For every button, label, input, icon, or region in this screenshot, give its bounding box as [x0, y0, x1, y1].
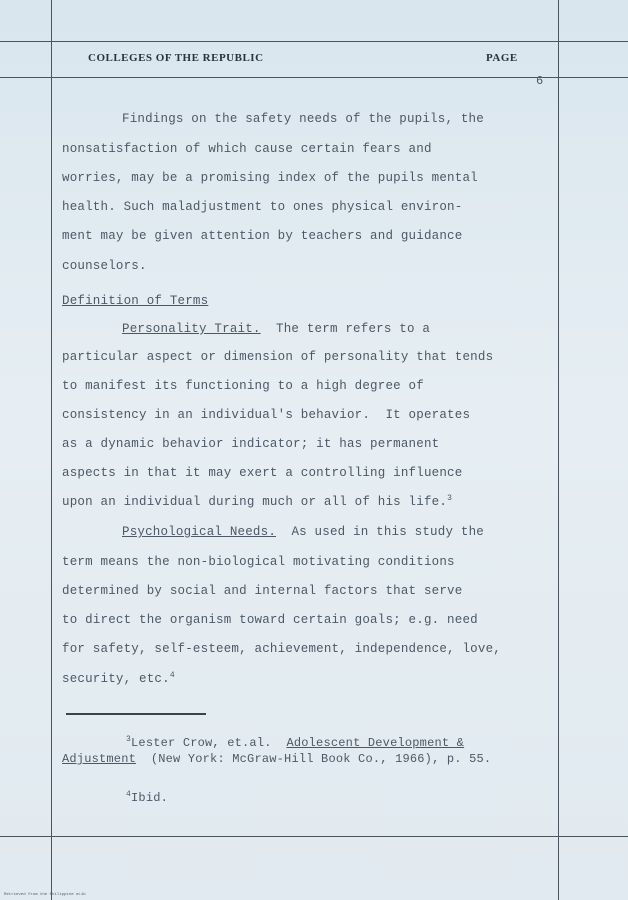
page-number: 6: [536, 74, 544, 88]
form-rule-left: [51, 0, 52, 900]
body-line: for safety, self-esteem, achievement, independence, love,: [62, 642, 501, 656]
footnote-publisher: (New York: McGraw-Hill Book Co., 1966), p. 55.: [150, 752, 492, 766]
definition-text: The term refers to a: [276, 322, 431, 336]
definition-first-line: [122, 525, 484, 539]
footnote-number: 3: [126, 735, 132, 744]
form-rule-header: [0, 77, 628, 78]
form-rule-bottom: [0, 836, 628, 837]
footnote-author: Lester Crow, et.al.: [131, 736, 272, 750]
body-line: ment may be given attention by teachers and guidance: [62, 229, 463, 243]
body-line-with-ref: [62, 671, 175, 686]
body-line: consistency in an individual's behavior. It operates: [62, 408, 471, 422]
body-line: aspects in that it may exert a controlling influence: [62, 466, 463, 480]
body-line: as a dynamic behavior indicator; it has permanent: [62, 437, 440, 451]
form-rule-top: [0, 41, 628, 42]
body-line: nonsatisfaction of which cause certain fears and: [62, 142, 432, 156]
body-line: worries, may be a promising index of the pupils mental: [62, 171, 478, 185]
term-psychological-needs: Psychological Needs.: [122, 525, 277, 539]
footnote-number: 4: [126, 790, 132, 799]
footnote-separator: [66, 713, 206, 715]
definition-text: As used in this study the: [291, 525, 484, 539]
footnote-ref: 4: [169, 671, 175, 680]
body-line: Findings on the safety needs of the pupils, the: [122, 112, 484, 126]
section-heading: Definition of Terms: [62, 294, 209, 308]
footnote-text: Ibid.: [131, 791, 169, 805]
footnote-4: [126, 790, 168, 805]
body-text: security, etc.: [62, 672, 170, 686]
footnote-title: Adolescent Development &: [286, 736, 465, 750]
body-line: counselors.: [62, 259, 147, 273]
footnote-title: Adjustment: [62, 752, 137, 766]
header-title: COLLEGES OF THE REPUBLIC: [88, 52, 264, 64]
form-rule-right: [558, 0, 559, 900]
body-text: upon an individual during much or all of his life.: [62, 495, 448, 509]
body-line: to manifest its functioning to a high degree of: [62, 379, 424, 393]
body-line: particular aspect or dimension of personality that tends: [62, 350, 494, 364]
body-line: determined by social and internal factors that serve: [62, 584, 463, 598]
definition-first-line: [122, 322, 430, 336]
footnote-ref: 3: [447, 494, 453, 503]
body-line-with-ref: [62, 494, 452, 509]
body-line: to direct the organism toward certain goals; e.g. need: [62, 613, 478, 627]
footnote-3-line2: [62, 752, 491, 766]
header-page-label: PAGE: [486, 52, 518, 64]
body-line: health. Such maladjustment to ones physical environ-: [62, 200, 463, 214]
footnote-3-line1: [126, 735, 464, 750]
term-personality-trait: Personality Trait.: [122, 322, 261, 336]
body-line: term means the non-biological motivating conditions: [62, 555, 455, 569]
scan-label: Retrieved from the Philippine eLib: [4, 893, 86, 897]
